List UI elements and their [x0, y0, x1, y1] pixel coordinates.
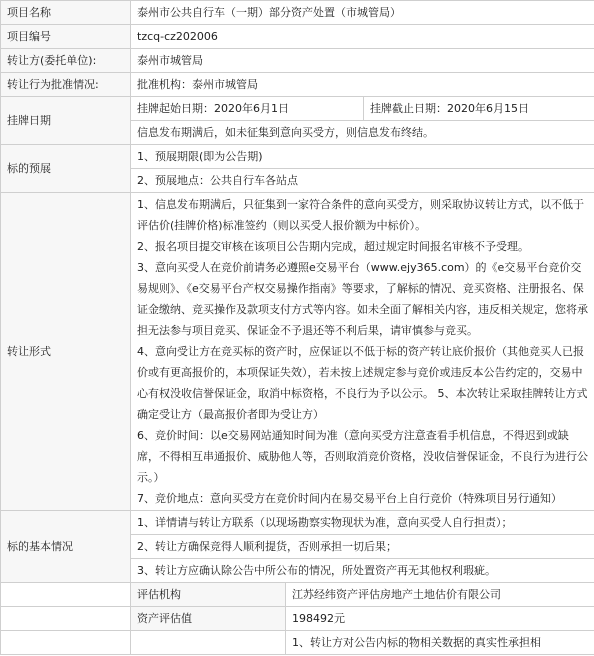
- listing-start-date: 挂牌起始日期：2020年6月1日: [131, 97, 364, 121]
- basic-info-item: 2、转让方确保竞得人顺利提货，否则承担一切后果；: [131, 535, 594, 559]
- transfer-form-paragraph: 2、报名项目提交审核在该项目公告期内完成，超过规定时间报名审核不予受理。: [137, 240, 529, 253]
- basic-info-label: 标的基本情况: [1, 511, 131, 583]
- row-preview-1: [1, 145, 594, 169]
- preview-item: 1、预展期限(即为公告期): [131, 145, 594, 169]
- row-approval: [1, 73, 594, 97]
- row-appraisal-org: [1, 583, 594, 607]
- appraisal-org-label: 评估机构: [131, 583, 286, 607]
- listing-note: 信息发布期满后，如未征集到意向买受方，则信息发布终结。: [131, 121, 594, 145]
- transfer-form-paragraph: 1、信息发布期满后，只征集到一家符合条件的意向买受方，则采取协议转让方式，以不低于评估价(挂牌价格)标准签约（则以买受人报价额为中标价）。: [137, 198, 584, 232]
- row-project-name: [1, 1, 594, 25]
- transfer-form-paragraph: 4、意向受让方在竞买标的资产时，应保证以不低于标的资产转让底价报价（其他竞买人已报价或有更高报价的，本项保证失效），若未按上述规定参与竞价或违反本公告约定的，交易中心有权没收信誉保证金，取消中标资格，不良行为予以公示。 5、本次转让采取挂牌转让方式确定受让方（最高报价者即为受让方）: [137, 345, 588, 421]
- preview-label: 标的预展: [1, 145, 131, 193]
- row-project-code: [1, 25, 594, 49]
- transfer-form-paragraph: 3、意向买受人在竞价前请务必遵照e交易平台（www.ejy365.com）的《e交易平台竞价交易规则》、《e交易平台产权交易操作指南》等要求，了解标的情况、竞买资格、注册报名、保证金缴纳、竞买操作及款项支付方式等内容。如未全面了解相关内容，违反相关规定，您将承担无法参与项目竞买、保证金不予退还等不利后果，请审慎参与竞买。: [137, 261, 588, 337]
- row-appraisal-value: [1, 607, 594, 631]
- basic-info-blank: [1, 583, 131, 607]
- transfer-form-label: 转让形式: [1, 193, 131, 511]
- appraisal-value-label: 资产评估值: [131, 607, 286, 631]
- listing-end-date: 挂牌截止日期：2020年6月15日: [364, 97, 594, 121]
- row-last: [1, 631, 594, 655]
- basic-info-item: 1、详情请与转让方联系（以现场勘察实物现状为准，意向买受人自行担责）；: [131, 511, 594, 535]
- row-listing-dates: [1, 97, 594, 121]
- project-code-value: tzcq-cz202006: [131, 25, 594, 49]
- basic-info-blank: [1, 607, 131, 631]
- approval-value: 批准机构：泰州市城管局: [131, 73, 594, 97]
- project-name-label: 项目名称: [1, 1, 131, 25]
- basic-info-blank: [1, 631, 131, 655]
- basic-info-item: 3、转让方应确认除公告中所公布的情况，所处置资产再无其他权利瑕疵。: [131, 559, 594, 583]
- preview-item: 2、预展地点：公共自行车各站点: [131, 169, 594, 193]
- row-basic-1: [1, 511, 594, 535]
- transferor-label: 转让方(委托单位):: [1, 49, 131, 73]
- last-blank: [131, 631, 286, 655]
- project-code-label: 项目编号: [1, 25, 131, 49]
- appraisal-value: 198492元: [286, 607, 594, 631]
- project-name-value: 泰州市公共自行车（一期）部分资产处置（市城管局）: [131, 1, 594, 25]
- row-transferor: [1, 49, 594, 73]
- transferor-value: 泰州市城管局: [131, 49, 594, 73]
- listing-date-label: 挂牌日期: [1, 97, 131, 145]
- transfer-form-content: [131, 193, 594, 511]
- transfer-form-paragraph: 6、竞价时间：以e交易网站通知时间为准（意向买受方注意查看手机信息，不得迟到或缺席，不得相互串通报价、威胁他人等，否则取消竞价资格，没收信誉保证金，不良行为进行公示。）: [137, 429, 588, 484]
- transfer-form-paragraph: 7、竞价地点：意向买受方在竞价时间内在易交易平台上自行竞价（特殊项目另行通知）: [137, 492, 562, 505]
- row-transfer-form: [1, 193, 594, 511]
- last-row-text: 1、转让方对公告内标的物相关数据的真实性承担相: [286, 631, 594, 655]
- appraisal-org-value: 江苏经纬资产评估房地产土地估价有限公司: [286, 583, 594, 607]
- approval-label: 转让行为批准情况:: [1, 73, 131, 97]
